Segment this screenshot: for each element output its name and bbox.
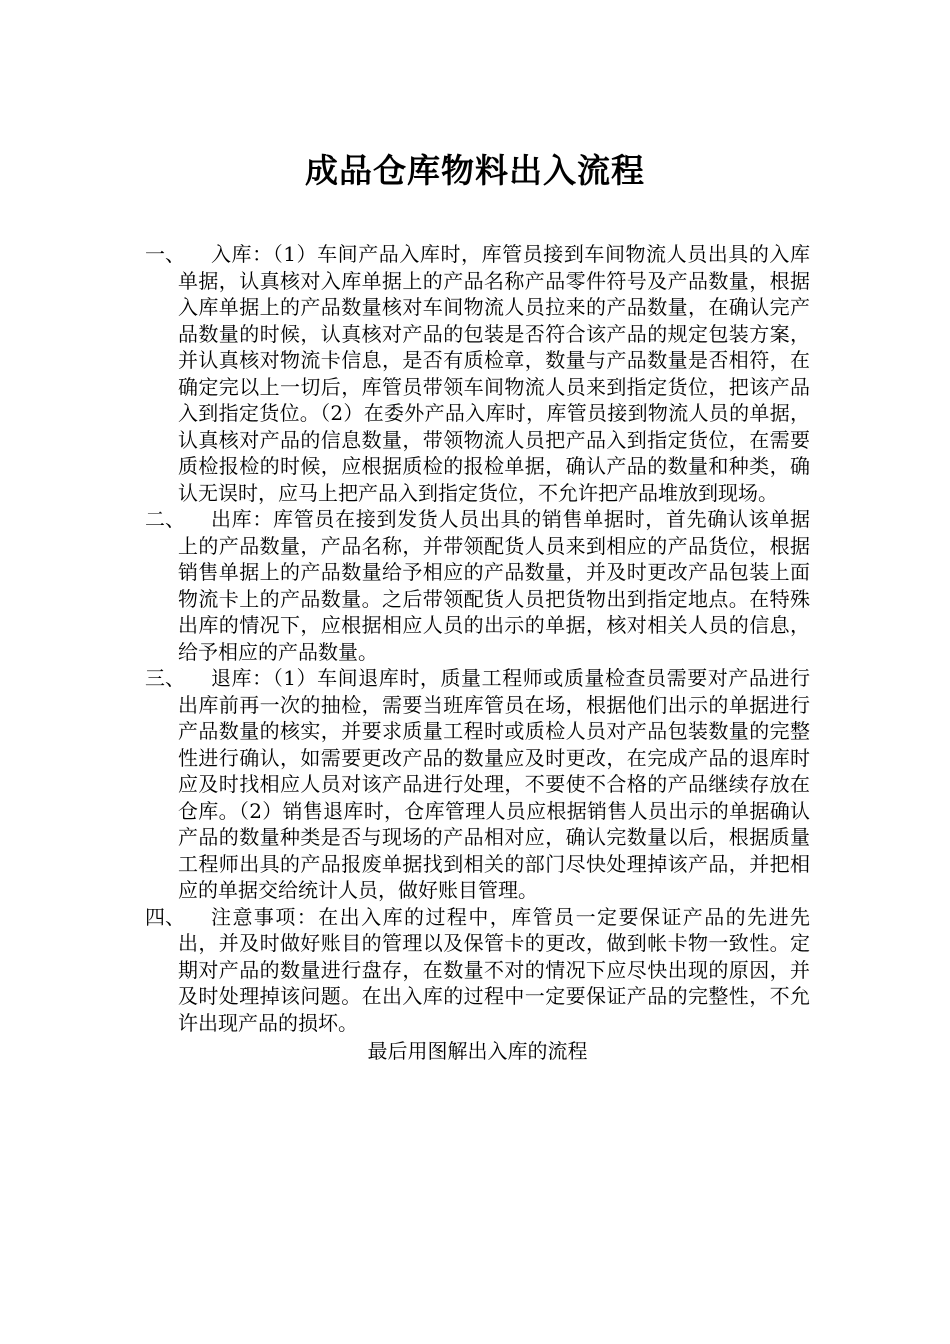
section-number: 二、	[145, 507, 185, 531]
section-notes	[145, 904, 810, 1037]
section-inbound	[145, 241, 810, 506]
section-number: 三、	[145, 666, 185, 690]
section-heading: 注意事项：	[211, 904, 319, 929]
document-title: 成品仓库物料出入流程	[305, 151, 645, 190]
section-text: （1）车间退库时，质量工程师或质量检查员需要对产品进行出库前再一次的抽检，需要当班库管员在场，根据他们出示的单据进行产品数量的核实，并要求质量工程时或质检人员对产品包装数量的完整性进行确认，如需要更改产品的数量应及时更改，在完成产品的退库时应及时找相应人员对该产品进行处理，不要使不合格的产品继续存放在仓库。（2）销售退库时，仓库管理人员应根据销售人员出示的单据确认产品的数量种类是否与现场的产品相对应，确认完数量以后，根据质量工程师出具的产品报废单据找到相关的部门尽快处理掉该产品，并把相应的单据交给统计人员，做好账目管理。	[178, 666, 810, 902]
section-number: 一、	[145, 242, 185, 266]
section-number: 四、	[145, 904, 185, 929]
section-heading: 入库：	[211, 242, 273, 266]
section-heading: 出库：	[211, 507, 274, 531]
section-outbound	[145, 506, 810, 665]
section-text: 在出入库的过程中，库管员一定要保证产品的先进先出，并及时做好账目的管理以及保管卡的更改，做到帐卡物一致性。定期对产品的数量进行盘存，在数量不对的情况下应尽快出现的原因，并及时处理掉该问题。在出入库的过程中一定要保证产品的完整性，不允许出现产品的损坏。	[178, 904, 811, 1035]
section-return	[145, 665, 810, 904]
section-text: 库管员在接到发货人员出具的销售单据时，首先确认该单据上的产品数量，产品名称，并带领配货人员来到相应的产品货位，根据销售单据上的产品数量给予相应的产品数量，并及时更改产品包装上面物流卡上的产品数量。之后带领配货人员把货物出到指定地点。在特殊出库的情况下，应根据相应人员的出示的单据，核对相关人员的信息，给予相应的产品数量。	[178, 507, 811, 664]
section-heading: 退库：	[211, 666, 273, 690]
section-text: （1）车间产品入库时，库管员接到车间物流人员出具的入库单据，认真核对入库单据上的产品名称产品零件符号及产品数量，根据入库单据上的产品数量核对车间物流人员拉来的产品数量，在确认完产品数量的时候，认真核对产品的包装是否符合该产品的规定包装方案，并认真核对物流卡信息，是否有质检章，数量与产品数量是否相符，在确定完以上一切后，库管员带领车间物流人员来到指定货位，把该产品入到指定货位。（2）在委外产品入库时，库管员接到物流人员的单据，认真核对产品的信息数量，带领物流人员把产品入到指定货位，在需要质检报检的时候，应根据质检的报检单据，确认产品的数量和种类，确认无误时，应马上把产品入到指定货位，不允许把产品堆放到现场。	[178, 242, 810, 505]
closing-line: 最后用图解出入库的流程	[367, 1039, 588, 1063]
document-body	[145, 241, 810, 1036]
